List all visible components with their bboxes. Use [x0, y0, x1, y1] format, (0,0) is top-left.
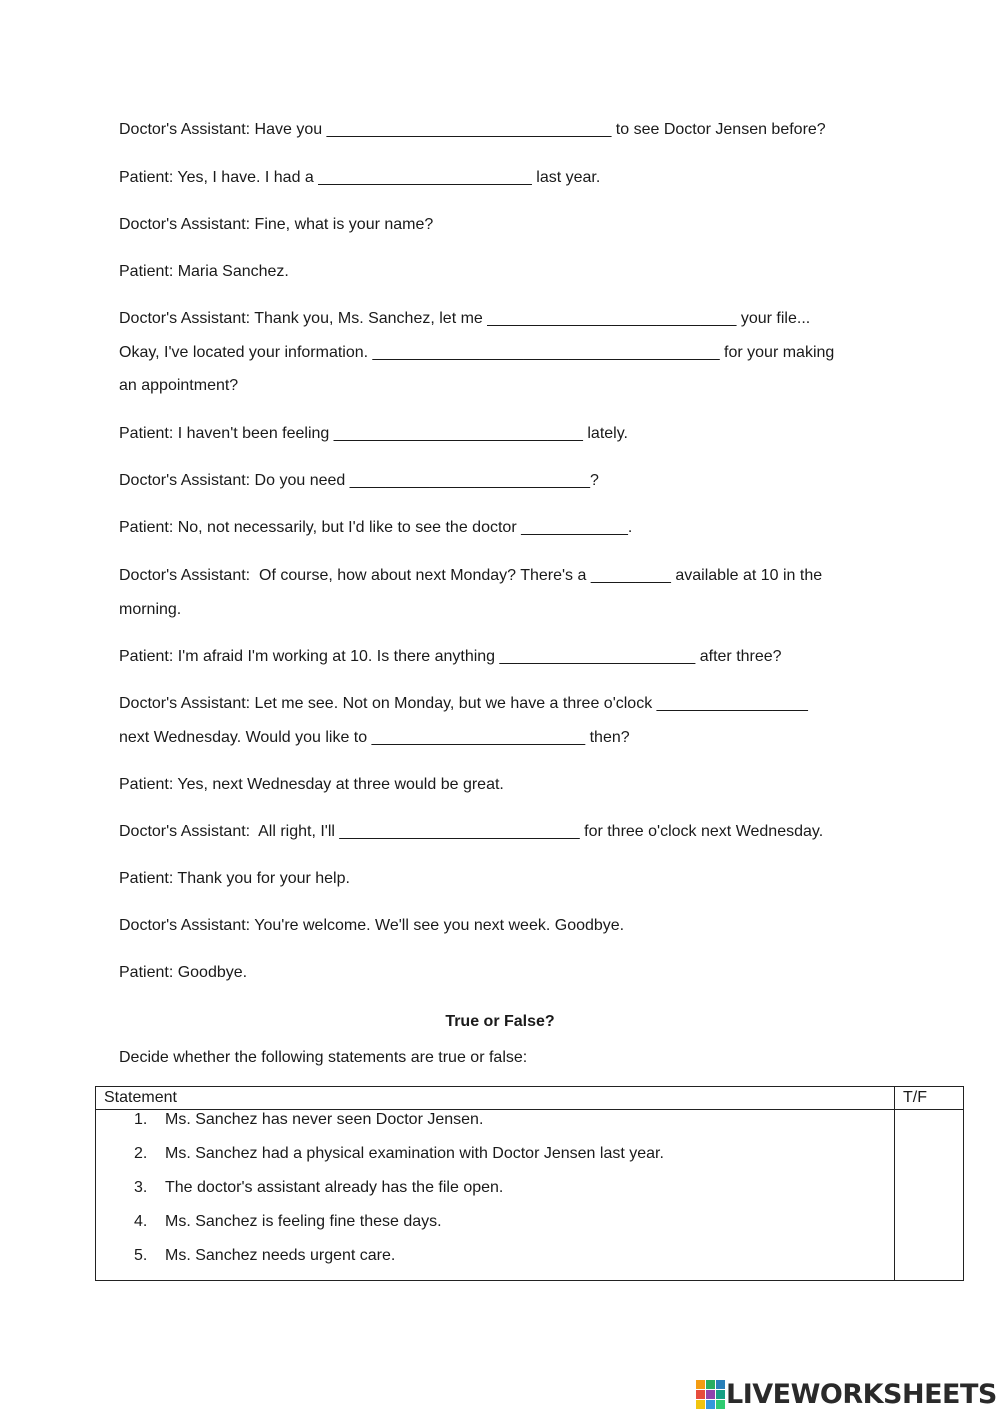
list-item: 1. Ms. Sanchez has never seen Doctor Jensen. [134, 1111, 484, 1128]
fill-blank-1[interactable]: ________________________________ [326, 121, 612, 138]
logo-square [706, 1390, 715, 1399]
dialogue-line-10: Patient: No, not necessarily, but I'd like to see the doctor ____________. [119, 519, 633, 536]
dialogue-line-8: Patient: I haven't been feeling ____________________________ lately. [119, 425, 628, 442]
list-item: 5. Ms. Sanchez needs urgent care. [134, 1247, 396, 1264]
dialogue-line-19: Doctor's Assistant: You're welcome. We'll see you next week. Goodbye. [119, 917, 625, 934]
fill-blank-2[interactable]: ________________________ [318, 169, 532, 186]
logo-square [696, 1380, 705, 1389]
dialogue-line-6: Okay, I've located your information. _______________________________________ for your making [119, 344, 835, 361]
tf-header: T/F [895, 1087, 964, 1110]
dialogue-line-20: Patient: Goodbye. [119, 964, 248, 981]
statements-cell [96, 1110, 895, 1281]
logo-square [696, 1390, 705, 1399]
logo-square [716, 1380, 725, 1389]
dialogue-line-12: morning. [119, 601, 182, 618]
dialogue-line-9: Doctor's Assistant: Do you need ___________________________? [119, 472, 599, 489]
dialogue-line-18: Patient: Thank you for your help. [119, 870, 350, 887]
logo-square [696, 1400, 705, 1409]
fill-blank-8[interactable]: _________ [590, 567, 671, 584]
dialogue-line-3: Doctor's Assistant: Fine, what is your name? [119, 216, 434, 233]
dialogue-line-7: an appointment? [119, 377, 239, 394]
logo-square [706, 1400, 715, 1409]
logo-square [706, 1380, 715, 1389]
dialogue-line-16: Patient: Yes, next Wednesday at three would be great. [119, 776, 504, 793]
table-body-row [96, 1110, 964, 1281]
fill-blank-7[interactable]: ____________ [521, 519, 628, 536]
dialogue-line-4: Patient: Maria Sanchez. [119, 263, 289, 280]
statement-header: Statement [96, 1087, 895, 1110]
true-false-heading: True or False? [445, 1013, 555, 1030]
fill-blank-4[interactable]: _______________________________________ [372, 344, 720, 361]
logo-text: LIVEWORKSHEETS [726, 1378, 997, 1410]
tf-answer-cell[interactable] [895, 1110, 964, 1281]
dialogue-line-11: Doctor's Assistant: Of course, how about next Monday? There's a _________ available at 10 in the [119, 567, 823, 584]
dialogue-line-5: Doctor's Assistant: Thank you, Ms. Sanchez, let me ____________________________ your file... [119, 310, 811, 327]
dialogue-line-15: next Wednesday. Would you like to ________________________ then? [119, 729, 630, 746]
dialogue-line-2: Patient: Yes, I have. I had a ________________________ last year. [119, 169, 601, 186]
liveworksheets-logo [696, 1377, 997, 1411]
dialogue-line-14: Doctor's Assistant: Let me see. Not on Monday, but we have a three o'clock _________________ [119, 695, 808, 712]
table-header-row [96, 1087, 964, 1110]
statement-list [96, 1110, 894, 1280]
fill-blank-9[interactable]: ______________________ [499, 648, 696, 665]
fill-blank-12[interactable]: ___________________________ [339, 823, 580, 840]
logo-mark-icon [696, 1380, 724, 1408]
logo-square [716, 1400, 725, 1409]
list-item: 2. Ms. Sanchez had a physical examination with Doctor Jensen last year. [134, 1145, 664, 1162]
fill-blank-11[interactable]: ________________________ [371, 729, 586, 746]
fill-blank-5[interactable]: ____________________________ [333, 425, 583, 442]
fill-blank-10[interactable]: _________________ [656, 695, 808, 712]
list-item: 3. The doctor's assistant already has the file open. [134, 1179, 504, 1196]
dialogue-line-13: Patient: I'm afraid I'm working at 10. Is there anything ______________________ after three? [119, 648, 782, 665]
true-false-table [95, 1086, 964, 1281]
dialogue-line-1: Doctor's Assistant: Have you ________________________________ to see Doctor Jensen before? [119, 121, 826, 138]
logo-square [716, 1390, 725, 1399]
fill-blank-3[interactable]: ____________________________ [487, 310, 737, 327]
fill-blank-6[interactable]: ___________________________ [349, 472, 590, 489]
instruction-text: Decide whether the following statements are true or false: [119, 1049, 528, 1066]
dialogue-line-17: Doctor's Assistant: All right, I'll ___________________________ for three o'clock next Wednesday. [119, 823, 824, 840]
list-item: 4. Ms. Sanchez is feeling fine these days. [134, 1213, 442, 1230]
